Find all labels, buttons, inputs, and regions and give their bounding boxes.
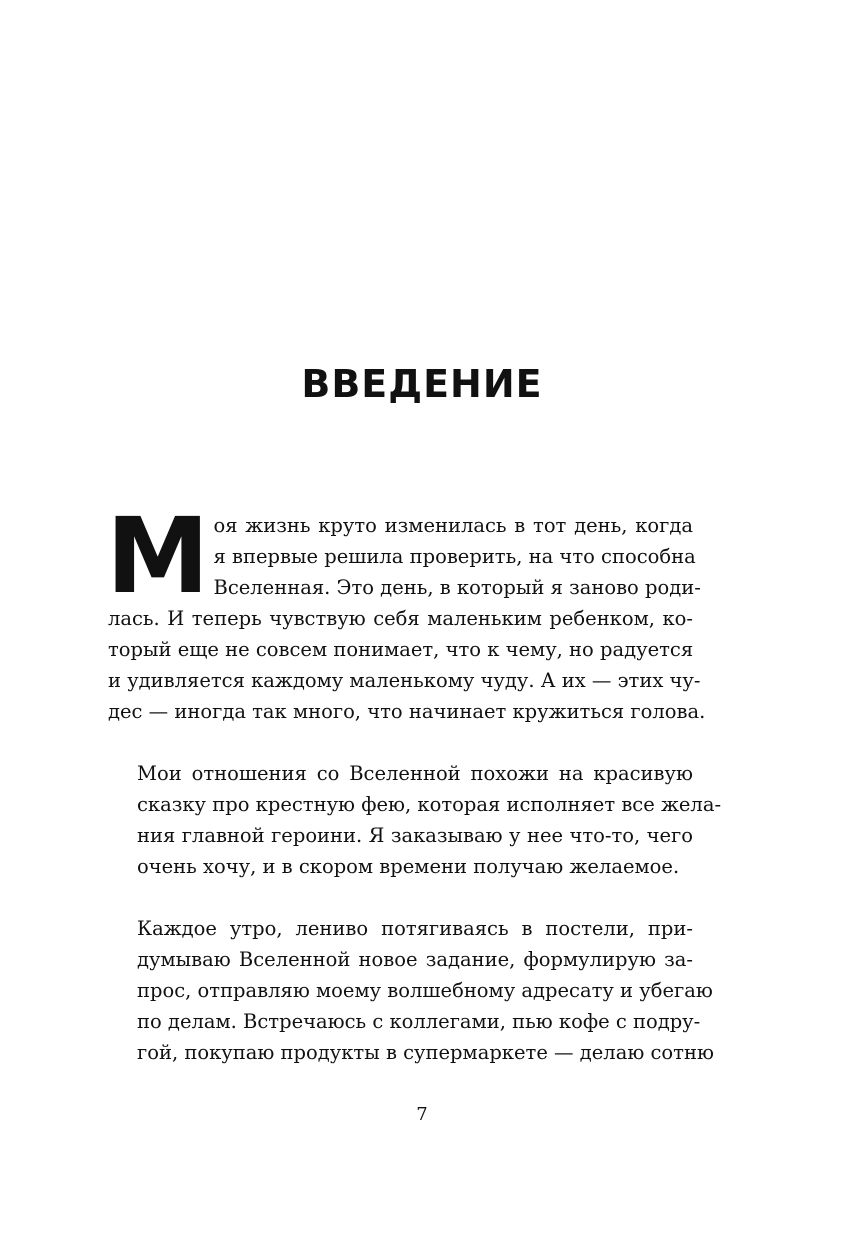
paragraph-2 <box>108 758 722 882</box>
text-line: и удивляется каждому маленькому чуду. А их — этих чу- <box>108 669 701 692</box>
page-title: ВВЕДЕНИЕ <box>301 362 543 406</box>
page-number: 7 <box>416 1104 428 1125</box>
text-line: гой, покупаю продукты в супермаркете — делаю сотню <box>137 1041 714 1064</box>
text-line: Мои отношения со Вселенной похожи на красивую <box>137 762 693 785</box>
body-text <box>106 495 722 1068</box>
paragraph-1 <box>106 495 706 727</box>
text-line: прос, отправляю моему волшебному адресату и убегаю <box>137 979 713 1002</box>
text-line: дес — иногда так много, что начинает кружиться голова. <box>108 700 706 723</box>
text-line: очень хочу, и в скором времени получаю желаемое. <box>137 855 680 878</box>
text-line: оя жизнь круто изменилась в тот день, когда <box>213 514 693 537</box>
text-line: торый еще не совсем понимает, что к чему, но радуется <box>108 638 694 661</box>
text-line: ния главной героини. Я заказываю у нее что-то, чего <box>137 824 693 847</box>
text-line: сказку про крестную фею, которая исполняет все жела- <box>137 793 722 816</box>
drop-cap: М <box>106 495 208 617</box>
text-line: Каждое утро, лениво потягиваясь в постели, при- <box>137 917 693 940</box>
text-line: лась. И теперь чувствую себя маленьким ребенком, ко- <box>108 607 693 630</box>
paragraph-3 <box>108 913 714 1068</box>
text-line: по делам. Встречаюсь с коллегами, пью кофе с подру- <box>137 1010 701 1033</box>
text-line: думываю Вселенной новое задание, формулирую за- <box>137 948 693 971</box>
text-line: Вселенная. Это день, в который я заново роди- <box>213 576 701 599</box>
text-line: я впервые решила проверить, на что способна <box>213 545 696 568</box>
